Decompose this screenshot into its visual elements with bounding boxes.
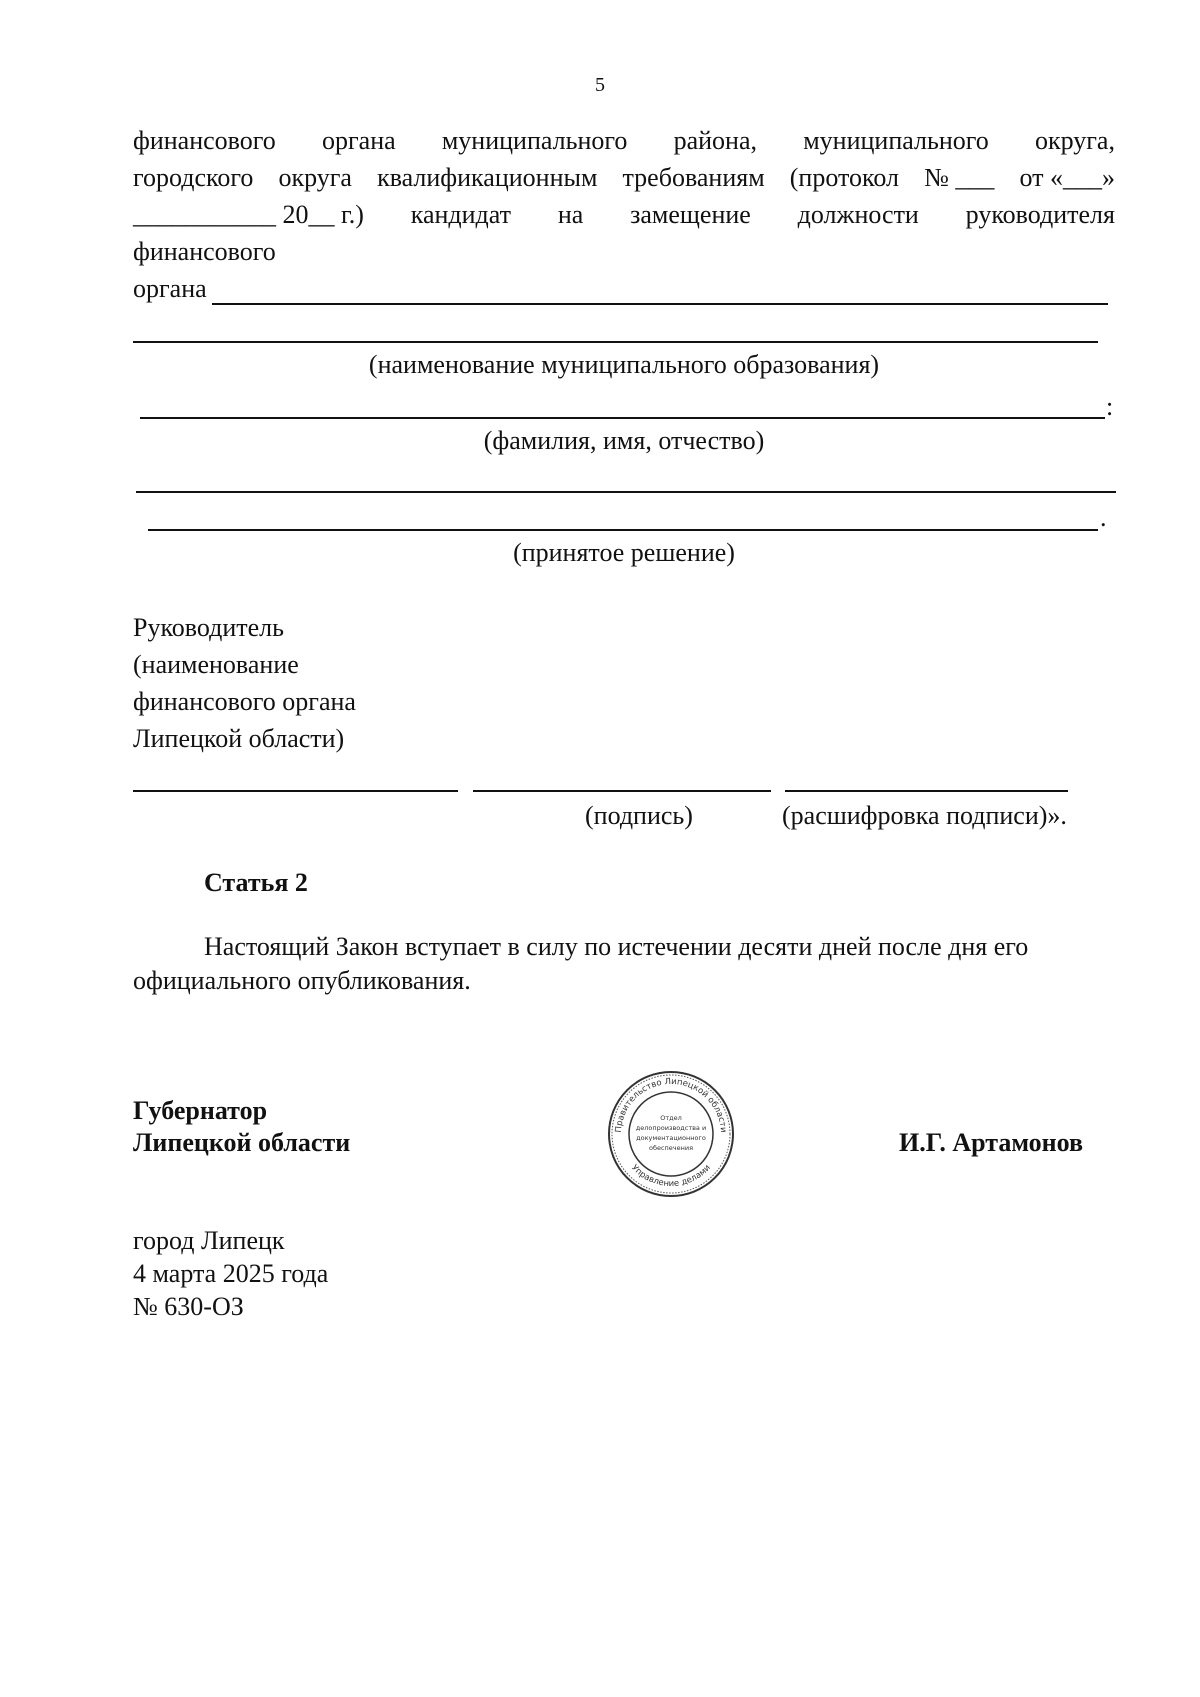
signature-line-position (133, 790, 458, 792)
intro-word: квалификационным (377, 163, 598, 192)
intro-word: округа (278, 163, 352, 192)
governor-title-line-2: Липецкой области (133, 1128, 351, 1157)
signature-line-sign (473, 790, 771, 792)
footer-number: № 630-ОЗ (133, 1292, 244, 1321)
intro-word: органа (321, 126, 396, 155)
fill-line-organ-2 (133, 341, 1098, 343)
stamp-inner-line-4: обеспечения (648, 1144, 694, 1152)
signatory-line-1: Руководитель (133, 613, 284, 642)
decision-label: (принятое решение) (513, 538, 735, 567)
signatory-line-4: Липецкой области) (133, 724, 345, 753)
governor-name: И.Г. Артамонов (899, 1128, 1084, 1157)
intro-word: ___________ 20__ г.) (133, 200, 364, 229)
footer-city: город Липецк (133, 1226, 285, 1255)
fill-line-decision-2 (148, 529, 1098, 531)
governor-title-line-1: Губернатор (133, 1096, 268, 1125)
article-text-line-1: Настоящий Закон вступает в силу по истечении десяти дней после дня его (204, 932, 1029, 961)
period-mark: . (1100, 503, 1107, 532)
intro-word: руководителя (965, 200, 1115, 229)
stamp-inner-line-3: документационного (636, 1134, 706, 1142)
intro-word: муниципального (441, 126, 628, 155)
signatory-line-2: (наименование (133, 650, 299, 679)
colon-mark: : (1106, 392, 1114, 421)
intro-word: городского (133, 163, 254, 192)
page-number: 5 (595, 74, 605, 96)
intro-word: (протокол (789, 163, 899, 192)
fill-line-organ (212, 303, 1108, 305)
municipality-label: (наименование муниципального образования) (368, 350, 880, 379)
signatory-line-3: финансового органа (133, 687, 356, 716)
fill-line-fio (140, 417, 1105, 419)
stamp-inner-line-2: делопроизводства и (635, 1124, 707, 1132)
stamp-bottom-text: Управление делами (629, 1162, 713, 1190)
intro-line-1 (133, 126, 1115, 156)
intro-word: кандидат (410, 200, 511, 229)
signature-line-decoding (785, 790, 1068, 792)
decoding-label: (расшифровка подписи)». (782, 801, 1067, 830)
article-heading: Статья 2 (204, 868, 308, 897)
intro-word: муниципального (803, 126, 989, 155)
signature-label: (подпись) (585, 801, 693, 830)
intro-line-3 (133, 200, 1115, 230)
stamp-inner-line-1: Отдел (660, 1114, 682, 1122)
intro-word: требованиям (622, 163, 765, 192)
intro-word: на (557, 200, 584, 229)
intro-line-5: органа (133, 274, 207, 303)
intro-word: должности (797, 200, 919, 229)
intro-line-2 (133, 163, 1115, 193)
intro-word: округа, (1034, 126, 1115, 155)
stamp-outer-text: Правительство Липецкой области (613, 1076, 729, 1134)
intro-word: замещение (630, 200, 751, 229)
intro-word: района, (673, 126, 758, 155)
fill-line-decision (136, 491, 1116, 493)
article-text-line-2: официального опубликования. (133, 966, 471, 995)
official-stamp (607, 1070, 735, 1198)
intro-word: от «___» (1019, 163, 1115, 192)
intro-line-4: финансового (133, 237, 276, 266)
fio-label: (фамилия, имя, отчество) (483, 426, 765, 455)
footer-date: 4 марта 2025 года (133, 1259, 329, 1288)
intro-word: № ___ (924, 163, 995, 192)
intro-word: финансового (133, 126, 276, 155)
